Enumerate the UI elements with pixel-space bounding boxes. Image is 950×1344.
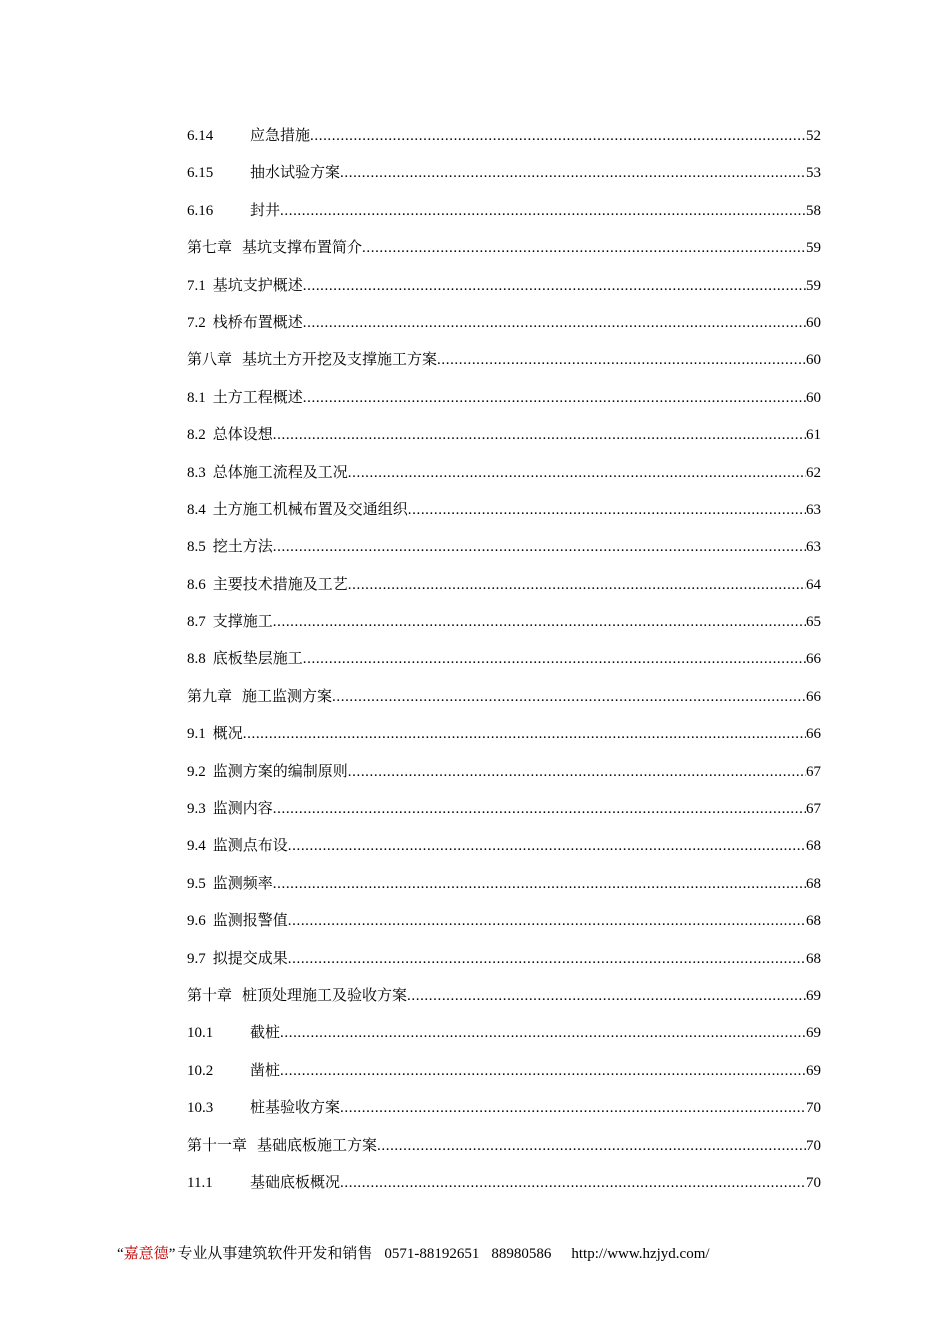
toc-entry-page-number: 69 [806,1062,821,1079]
toc-entry-title: 总体设想 [212,427,273,444]
toc-entry-number: 第八章 [187,352,233,369]
toc-entry-page-number: 66 [806,651,821,668]
toc-entry-number: 10.1 [187,1025,214,1042]
toc-dot-leader [407,978,806,1015]
toc-entry[interactable] [187,866,821,903]
toc-entry[interactable] [187,230,821,267]
toc-dot-leader [243,716,806,753]
toc-entry-page-number: 70 [806,1137,821,1154]
toc-entry-number: 9.6 [187,913,206,930]
toc-entry-number: 9.4 [187,838,206,855]
toc-entry[interactable] [187,567,821,604]
toc-entry-title: 基坑支护概述 [212,277,303,294]
toc-dot-leader [348,754,806,791]
toc-entry-number: 8.2 [187,427,206,444]
toc-entry-page-number: 59 [806,240,821,257]
toc-dot-leader [303,268,806,305]
footer-tagline: 专业从事建筑软件开发和销售 [177,1246,373,1262]
toc-entry-title: 抽水试验方案 [250,165,341,182]
toc-entry-number: 11.1 [187,1174,213,1191]
footer-open-quote: “ [117,1246,124,1262]
toc-dot-leader [340,155,806,192]
toc-entry-title: 栈桥布置概述 [212,314,303,331]
toc-entry[interactable] [187,791,821,828]
toc-dot-leader [273,791,806,828]
toc-entry-title: 监测方案的编制原则 [212,763,348,780]
toc-entry-title: 总体施工流程及工况 [212,464,348,481]
toc-dot-leader [437,342,806,379]
toc-dot-leader [332,679,806,716]
toc-entry-number: 9.3 [187,801,206,818]
toc-entry-title: 拟提交成果 [212,950,288,967]
toc-entry-title: 概况 [212,726,243,743]
toc-entry-page-number: 68 [806,875,821,892]
toc-dot-leader [303,641,806,678]
toc-entry-page-number: 69 [806,987,821,1004]
toc-entry-page-number: 59 [806,277,821,294]
toc-entry-number: 6.15 [187,165,214,182]
toc-entry-page-number: 66 [806,688,821,705]
toc-entry[interactable] [187,641,821,678]
toc-entry[interactable] [187,455,821,492]
toc-entry-title: 土方施工机械布置及交通组织 [212,501,408,518]
table-of-contents [187,118,821,1202]
toc-entry[interactable] [187,305,821,342]
toc-entry[interactable] [187,155,821,192]
toc-entry[interactable] [187,1015,821,1052]
toc-entry[interactable] [187,417,821,454]
toc-entry-page-number: 60 [806,314,821,331]
toc-entry-page-number: 65 [806,614,821,631]
toc-entry-title: 桩顶处理施工及验收方案 [242,987,408,1004]
toc-dot-leader [310,118,806,155]
toc-entry-number: 8.3 [187,464,206,481]
toc-entry-number: 8.4 [187,501,206,518]
toc-entry-page-number: 64 [806,576,821,593]
toc-entry-title: 主要技术措施及工艺 [212,576,348,593]
toc-entry-number: 8.1 [187,389,206,406]
toc-entry-number: 8.6 [187,576,206,593]
toc-entry-page-number: 67 [806,801,821,818]
toc-entry-number: 6.16 [187,202,214,219]
toc-entry-page-number: 67 [806,763,821,780]
toc-entry-number: 第十一章 [187,1137,248,1154]
toc-dot-leader [377,1128,806,1165]
toc-dot-leader [280,193,806,230]
toc-entry[interactable] [187,1090,821,1127]
toc-entry-title: 监测内容 [212,801,273,818]
toc-entry-number: 8.7 [187,614,206,631]
toc-dot-leader [348,567,806,604]
toc-entry-number: 10.3 [187,1100,214,1117]
toc-dot-leader [273,417,806,454]
toc-entry[interactable] [187,492,821,529]
toc-entry[interactable] [187,679,821,716]
toc-entry[interactable] [187,903,821,940]
toc-entry-number: 9.7 [187,950,206,967]
toc-entry[interactable] [187,1128,821,1165]
toc-entry[interactable] [187,529,821,566]
toc-entry-title: 基坑土方开挖及支撑施工方案 [242,352,438,369]
toc-entry-title: 施工监测方案 [242,688,333,705]
toc-dot-leader [288,941,806,978]
toc-dot-leader [362,230,806,267]
toc-entry-title: 应急措施 [250,128,311,144]
toc-entry-page-number: 60 [806,352,821,369]
toc-entry[interactable] [187,604,821,641]
toc-dot-leader [280,1053,806,1090]
toc-entry-title: 基础底板施工方案 [257,1137,378,1154]
toc-entry[interactable] [187,941,821,978]
toc-entry-number: 10.2 [187,1062,214,1079]
toc-dot-leader [340,1165,806,1202]
toc-entry-page-number: 63 [806,539,821,556]
toc-entry-number: 7.1 [187,277,206,294]
toc-entry-title: 监测报警值 [212,913,288,930]
toc-entry-title: 监测频率 [212,875,273,892]
toc-dot-leader [348,455,806,492]
toc-entry-number: 7.2 [187,314,206,331]
toc-dot-leader [273,866,806,903]
toc-entry-page-number: 66 [806,726,821,743]
toc-dot-leader [280,1015,806,1052]
toc-entry-page-number: 58 [806,202,821,219]
toc-dot-leader [303,380,806,417]
toc-entry-page-number: 69 [806,1025,821,1042]
toc-entry-title: 封井 [250,202,281,219]
footer-phone-1: 0571-88192651 [384,1246,480,1262]
footer-url-link[interactable]: http://www.hzjyd.com/ [571,1246,710,1262]
toc-dot-leader [273,604,806,641]
toc-entry-page-number: 63 [806,501,821,518]
toc-entry-number: 9.2 [187,763,206,780]
toc-entry-title: 支撑施工 [212,614,273,631]
footer-close-quote: ” [168,1246,176,1262]
toc-entry[interactable] [187,380,821,417]
toc-entry[interactable] [187,716,821,753]
toc-entry[interactable] [187,828,821,865]
toc-dot-leader [408,492,806,529]
toc-entry-page-number: 68 [806,950,821,967]
toc-dot-leader [303,305,806,342]
toc-dot-leader [273,529,806,566]
toc-dot-leader [340,1090,806,1127]
toc-entry[interactable] [187,1165,821,1202]
toc-entry-number: 第七章 [187,240,233,257]
toc-entry[interactable] [187,342,821,379]
footer-brand: 嘉意德 [123,1246,169,1262]
toc-entry-number: 8.8 [187,651,206,668]
toc-entry-title: 桩基验收方案 [250,1100,341,1117]
footer-phone-2: 88980586 [491,1246,552,1262]
toc-entry[interactable] [187,193,821,230]
toc-entry[interactable] [187,118,821,155]
toc-entry-number: 9.1 [187,726,206,743]
toc-dot-leader [288,828,806,865]
toc-entry[interactable] [187,268,821,305]
toc-entry-page-number: 68 [806,838,821,855]
toc-entry-title: 挖土方法 [212,539,273,556]
page-footer [117,1243,710,1265]
toc-entry-title: 截桩 [250,1025,281,1042]
toc-entry-title: 基础底板概况 [250,1174,341,1191]
toc-entry-number: 6.14 [187,128,214,144]
toc-entry-page-number: 68 [806,913,821,930]
toc-entry-page-number: 53 [806,165,821,182]
toc-entry-page-number: 61 [806,427,821,444]
toc-entry[interactable] [187,978,821,1015]
toc-entry[interactable] [187,754,821,791]
toc-entry-title: 凿桩 [250,1062,281,1079]
toc-dot-leader [288,903,806,940]
toc-entry-title: 基坑支撑布置简介 [242,240,363,257]
toc-entry-title: 土方工程概述 [212,389,303,406]
toc-entry[interactable] [187,1053,821,1090]
toc-entry-page-number: 52 [806,128,821,144]
toc-entry-title: 底板垫层施工 [212,651,303,668]
toc-entry-number: 第十章 [187,987,233,1004]
toc-entry-page-number: 62 [806,464,821,481]
toc-entry-page-number: 70 [806,1174,821,1191]
toc-entry-page-number: 70 [806,1100,821,1117]
toc-entry-number: 9.5 [187,875,206,892]
toc-entry-title: 监测点布设 [212,838,288,855]
toc-entry-number: 8.5 [187,539,206,556]
toc-entry-number: 第九章 [187,688,233,705]
toc-entry-page-number: 60 [806,389,821,406]
